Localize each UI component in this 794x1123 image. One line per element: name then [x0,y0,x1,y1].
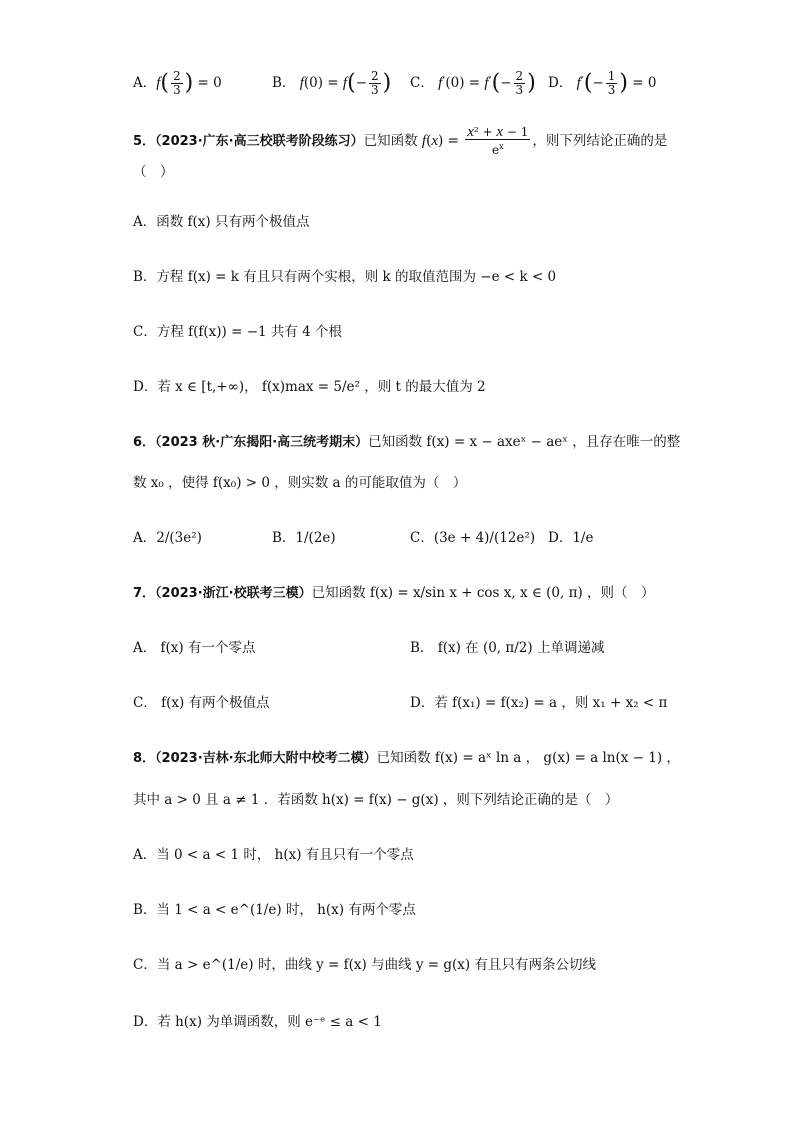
q5-source: （2023·广东·高三校联考阶段练习） [155,134,364,149]
q6-option-a: A．2/(3e²) [133,530,202,546]
q6-option-b: B．1/(2e) [272,530,336,546]
q6-source: （2023 秋·广东揭阳·高三统考期末） [155,435,369,450]
q8-option-d: D．若 h(x) 为单调函数，则 e⁻ᵉ ≤ a < 1 [133,1014,382,1030]
q5-number: 5． [133,134,156,149]
q6-stem-text: 已知函数 f(x) = x − axeˣ − aeˣ ，且存在唯一的整 [368,434,681,450]
prev-option-d: D． f′(− $\frac{1}{3}$ ) = 0 [548,69,657,97]
q6-number: 6． [133,435,156,450]
q6-option-d: D．1/e [548,530,594,546]
q6-option-c: C．(3e + 4)/(12e²) [410,530,536,546]
q8-option-c: C．当 a > e^(1/e) 时，曲线 y = f(x) 与曲线 y = g(x) 有且只有两条公切线 [133,957,596,973]
q8-source: （2023·吉林·东北师大附中校考二模） [155,751,377,766]
q7-option-b: B． f(x) 在 (0, π/2) 上单调递减 [410,640,605,656]
q8-option-a: A．当 0 < a < 1 时， h(x) 有且只有一个零点 [133,847,414,863]
prev-option-c: C． f′(0) = f′(− $\frac{2}{3}$ ) [410,69,536,97]
q7-number: 7． [133,586,156,601]
q5-paren: （ ） [133,164,174,180]
q7-option-a: A． f(x) 有一个零点 [133,640,256,656]
q7-option-c: C． f(x) 有两个极值点 [133,695,270,711]
q8-option-b: B．当 1 < a < e^(1/e) 时， h(x) 有两个零点 [133,902,416,918]
q5-option-d: D．若 x ∈ [t,+∞)， f(x)max = 5/e² ，则 t 的最大值为 2 [133,379,486,395]
q5-stem: 5．（2023·广东·高三校联考阶段练习）已知函数 f(x) = $\frac{\text{x² + x − 1}}{e^x}$ ，则下列结论正确的是 [133,124,668,157]
q7-stem [133,583,655,604]
q7-option-d: D．若 f(x₁) = f(x₂) = a ，则 x₁ + x₂ < π [410,695,668,711]
prev-option-a: A．f( $\frac{2}{3}$ ) = 0 [133,69,222,97]
q7-stem-text: 已知函数 f(x) = x/sin x + cos x, x ∈ (0, π) ，则（ ） [311,585,655,601]
q8-stem2: 其中 a > 0 且 a ≠ 1 ．若函数 h(x) = f(x) − g(x) ，则下列结论正确的是（ ） [133,792,619,808]
q7-source: （2023·浙江·校联考三模） [155,586,312,601]
prev-option-b: B． f(0) = f(− $\frac{2}{3}$ ) [272,69,392,97]
q8-stem-text: 已知函数 f(x) = aˣ ln a ， g(x) = a ln(x − 1) ， [376,750,680,766]
q6-stem [133,432,680,453]
q8-number: 8． [133,751,156,766]
q8-stem [133,748,680,769]
q6-stem2: 数 x₀ ，使得 f(x₀) > 0 ，则实数 a 的可能取值为（ ） [133,475,467,491]
q5-option-a: A．函数 f(x) 只有两个极值点 [133,214,310,230]
q5-option-c: C．方程 f(f(x)) = −1 共有 4 个根 [133,324,343,340]
q5-option-b: B．方程 f(x) = k 有且只有两个实根，则 k 的取值范围为 −e < k < 0 [133,269,557,285]
